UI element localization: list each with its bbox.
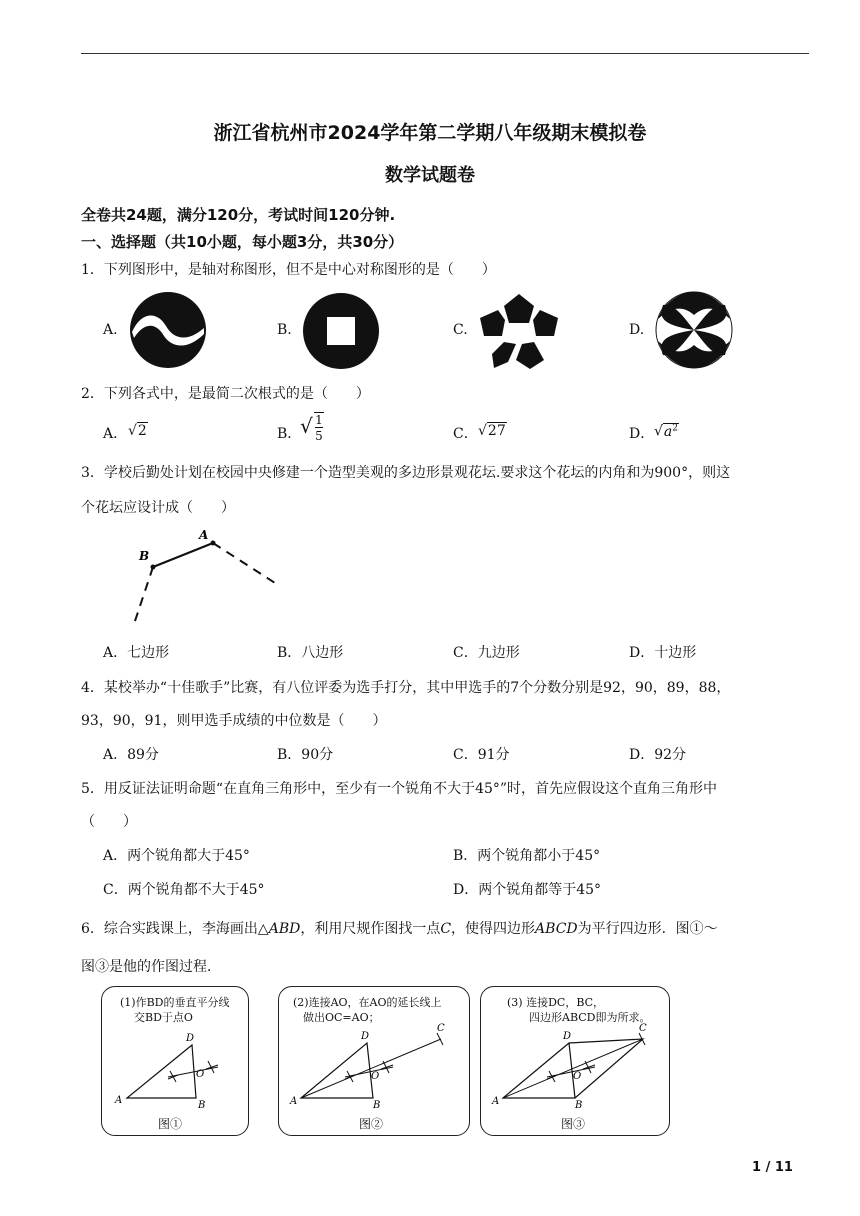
p1-label-b: B bbox=[198, 1100, 206, 1111]
question-5-line-2: （ ） bbox=[81, 814, 137, 830]
four-petal-circle-figure bbox=[655, 291, 733, 369]
p2-label-c: C bbox=[437, 1023, 445, 1034]
q2-option-d-expr: $√a^2$ bbox=[654, 423, 679, 440]
question-2-stem: 2．下列各式中，是最简二次根式的是（ ） bbox=[81, 386, 370, 402]
q2-option-c-label: C． bbox=[453, 426, 478, 442]
panel-1-step-text: (1)作BD的垂直平分线 bbox=[120, 996, 230, 1009]
q6-triangle-symbol: △ bbox=[257, 921, 269, 937]
p3-label-o: O bbox=[573, 1071, 582, 1082]
p3-label-d: D bbox=[563, 1031, 572, 1042]
p2-label-d: D bbox=[361, 1031, 370, 1042]
q2-b-radical-sign: √ bbox=[300, 414, 313, 438]
panel-1-caption: 图① bbox=[158, 1117, 183, 1131]
q5-option-d: D．两个锐角都等于45° bbox=[453, 882, 602, 898]
question-4-line-1: 4．某校举办“十佳歌手”比赛，有八位评委为选手打分，其中甲选手的7个分数分别是92，90，89，88， bbox=[81, 680, 731, 696]
panel-2-diagram bbox=[279, 987, 469, 1135]
q1-option-d-label: D. bbox=[629, 322, 645, 338]
page-number: 1 / 11 bbox=[752, 1160, 793, 1175]
panel-1-step-text-2: 交BD于点O bbox=[134, 1011, 193, 1024]
question-3-line-1: 3．学校后勤处计划在校园中央修建一个造型美观的多边形景观花坛.要求这个花坛的内角和为900°，则这 bbox=[81, 465, 731, 481]
q2-b-numerator: 1 bbox=[315, 413, 323, 427]
q2-b-denominator: 5 bbox=[315, 429, 323, 443]
q4-option-c: C．91分 bbox=[453, 747, 510, 763]
q6-text-a: 6．综合实践课上，李海画出 bbox=[81, 921, 258, 937]
p2-label-o: O bbox=[371, 1071, 380, 1082]
q3-option-a: A．七边形 bbox=[103, 645, 170, 661]
section-heading: 一、选择题（共10小题，每小题3分，共30分） bbox=[81, 233, 404, 251]
question-3-line-2: 个花坛应设计成（ ） bbox=[81, 500, 235, 516]
question-1-stem: 1．下列图形中，是轴对称图形，但不是中心对称图形的是（ ） bbox=[81, 262, 496, 278]
panel-3-step-text-2: 四边形ABCD即为所求。 bbox=[529, 1011, 651, 1024]
q6-point-c: C bbox=[440, 921, 452, 937]
q4-option-d: D．92分 bbox=[629, 747, 687, 763]
panel-3-step-text: (3) 连接DC，BC， bbox=[507, 996, 605, 1009]
panel-3-diagram bbox=[481, 987, 669, 1135]
exam-subtitle: 数学试题卷 bbox=[385, 165, 475, 186]
p3-label-c: C bbox=[639, 1023, 647, 1034]
header-rule bbox=[81, 53, 809, 54]
q4-option-b: B．90分 bbox=[277, 747, 334, 763]
panel-2-caption: 图② bbox=[359, 1117, 384, 1131]
p1-label-a: A bbox=[115, 1095, 123, 1106]
q2-option-d-label: D． bbox=[629, 426, 655, 442]
q2-option-a-expr: √2 bbox=[128, 423, 147, 439]
q2-option-c-expr: √27 bbox=[478, 423, 506, 439]
q1-option-a-label: A. bbox=[103, 322, 118, 338]
construction-panel-2 bbox=[278, 986, 470, 1136]
panel-1-diagram bbox=[102, 987, 248, 1135]
pentagon-ring-figure bbox=[478, 292, 560, 370]
q6-text-b: ，利用尺规作图找一点 bbox=[300, 921, 441, 937]
coin-square-hole-figure bbox=[302, 292, 380, 370]
q5-option-b: B．两个锐角都小于45° bbox=[453, 848, 601, 864]
construction-panel-3 bbox=[480, 986, 670, 1136]
q6-text-c: ，使得四边形 bbox=[451, 921, 536, 937]
point-a-label: A bbox=[199, 528, 209, 542]
q5-option-c: C．两个锐角都不大于45° bbox=[103, 882, 265, 898]
panel-2-step-text: (2)连接AO，在AO的延长线上 bbox=[293, 996, 442, 1009]
q1-option-c-label: C. bbox=[453, 322, 468, 338]
q3-option-d: D．十边形 bbox=[629, 645, 697, 661]
p2-label-a: A bbox=[290, 1096, 298, 1107]
q2-d-base: a bbox=[663, 423, 673, 440]
question-6-line-2: 图③是他的作图过程． bbox=[81, 959, 221, 975]
q2-c-radicand: 27 bbox=[487, 423, 506, 439]
q2-a-radicand: 2 bbox=[137, 423, 147, 439]
construction-panel-1 bbox=[101, 986, 249, 1136]
q3-option-b: B．八边形 bbox=[277, 645, 344, 661]
panel-2-step-text-2: 做出OC=AO； bbox=[303, 1011, 380, 1024]
q6-quadrilateral-name: ABCD bbox=[535, 921, 578, 937]
p2-label-b: B bbox=[373, 1100, 381, 1111]
q4-option-a: A．89分 bbox=[103, 747, 159, 763]
q2-option-a-label: A． bbox=[103, 426, 128, 442]
q2-d-exponent: 2 bbox=[672, 423, 679, 433]
question-6-line-1 bbox=[81, 918, 718, 938]
p3-label-b: B bbox=[575, 1100, 583, 1111]
question-4-line-2: 93，90，91，则甲选手成绩的中位数是（ ） bbox=[81, 713, 387, 729]
p3-label-a: A bbox=[492, 1096, 500, 1107]
polygon-fragment-figure bbox=[125, 525, 285, 635]
exam-title: 浙江省杭州市2024学年第二学期八年级期末模拟卷 bbox=[213, 122, 647, 144]
yin-yang-wave-figure bbox=[128, 292, 208, 368]
question-5-line-1: 5．用反证法证明命题“在直角三角形中，至少有一个锐角不大于45°”时，首先应假设这个直角三角形中 bbox=[81, 781, 718, 797]
q6-text-d: 为平行四边形．图①～ bbox=[577, 921, 718, 937]
q2-option-b-label: B． bbox=[277, 426, 302, 442]
q2-b-fraction-bar bbox=[315, 427, 323, 428]
q1-option-b-label: B. bbox=[277, 322, 292, 338]
exam-intro: 全卷共24题，满分120分，考试时间120分钟. bbox=[81, 206, 396, 224]
q3-option-c: C．九边形 bbox=[453, 645, 520, 661]
p1-label-o: O bbox=[196, 1069, 205, 1080]
p1-label-d: D bbox=[186, 1033, 195, 1044]
q6-triangle-name: ABD bbox=[268, 921, 301, 937]
q5-option-a: A．两个锐角都大于45° bbox=[103, 848, 250, 864]
point-b-label: B bbox=[139, 549, 150, 563]
panel-3-caption: 图③ bbox=[561, 1117, 586, 1131]
